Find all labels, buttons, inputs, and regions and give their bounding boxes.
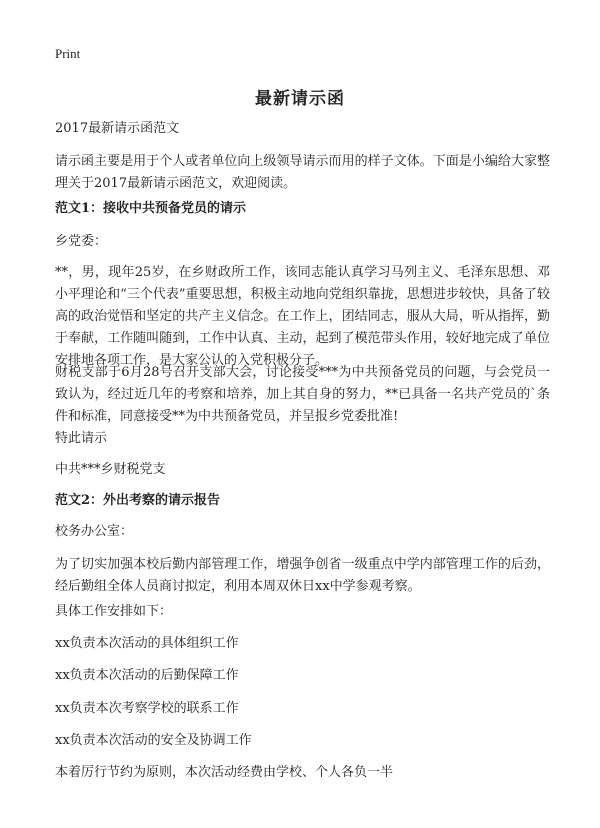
section-heading-2: 范文2：外出考察的请示报告 [55,493,221,508]
body-paragraph: 本着厉行节约为原则，本次活动经费由学校、个人各负一半 [55,765,394,780]
closing-line: 特此请示 [55,431,108,446]
print-label: Print [55,46,81,61]
section-heading-1: 范文1：接收中共预备党员的请示 [55,201,247,216]
list-intro: 具体工作安排如下： [55,604,173,619]
list-item: xx负责本次考察学校的联系工作 [55,701,239,716]
signature-line: 中共***乡财税党支 [55,462,166,477]
page-title: 最新请示函 [255,89,345,109]
list-item: xx负责本次活动的具体组织工作 [55,636,239,651]
body-paragraph: **，男，现年25岁，在乡财政所工作，该同志能认真学习马列主义、毛泽东思想、邓小平理论和“三个代表”重要思想，积极主动地向党组织靠拢，思想进步较快，具备了较高的政治觉悟和坚定的共产主义信念。在工作上，团结同志，服从大局，听从指挥，勤于奉献，工作随叫随到，工作中认真、主动，起到了模范带头作用，较好地完成了单位安排地各项工作，是大家公认的入党积极分子。 [55,265,550,368]
intro-heading: 2017最新请示函范文 [55,121,180,136]
list-item: xx负责本次活动的安全及协调工作 [55,733,252,748]
intro-paragraph: 请示函主要是用于个人或者单位向上级领导请示而用的样子文体。下面是小编给大家整理关于2017最新请示函范文，欢迎阅读。 [55,154,550,191]
salutation-1: 乡党委： [55,234,108,249]
body-paragraph: 财税支部于6月28号召开支部大会，讨论接受***为中共预备党员的问题，与会党员一致认为，经过近几年的考察和培养，加上其自身的努力，**已具备一名共产党员的`条件和标准，同意接受**为中共预备党员，并呈报乡党委批准! [55,365,550,424]
body-paragraph: 为了切实加强本校后勤内部管理工作，增强争创省一级重点中学内部管理工作的后劲，经后勤组全体人员商讨拟定，利用本周双休日xx中学参观考察。 [55,557,550,594]
list-item: xx负责本次活动的后勤保障工作 [55,668,239,683]
salutation-2: 校务办公室： [55,524,134,539]
